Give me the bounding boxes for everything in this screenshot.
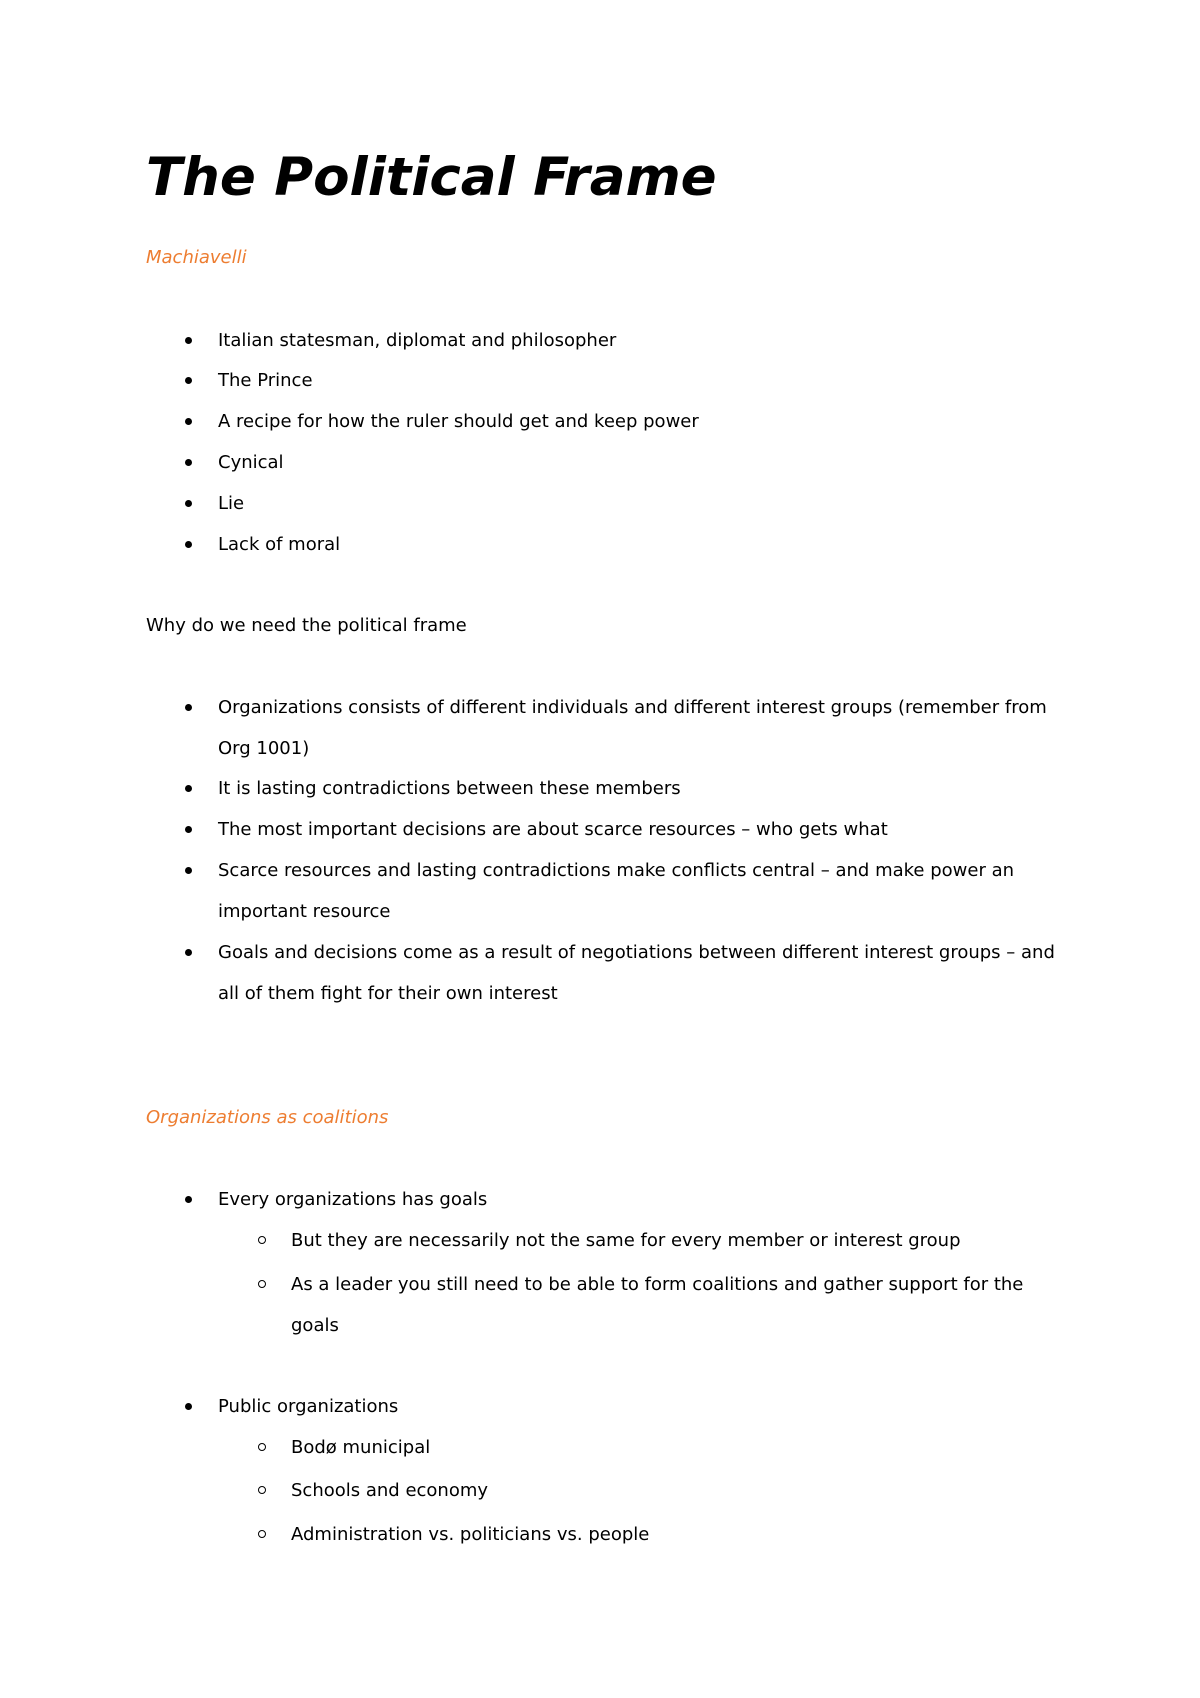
list-item: The most important decisions are about scarce resources – who gets what	[218, 819, 888, 840]
paragraph-why: Why do we need the political frame	[146, 615, 467, 636]
bullet-icon	[185, 704, 192, 711]
list-item: Lie	[218, 493, 245, 514]
sub-list-item: As a leader you still need to be able to form coalitions and gather support for the	[291, 1274, 1024, 1295]
list-item: Lack of moral	[218, 534, 341, 555]
page-title: The Political Frame	[146, 147, 717, 208]
sub-list-item: But they are necessarily not the same for every member or interest group	[291, 1230, 961, 1251]
bullet-icon	[185, 867, 192, 874]
sub-list-item-continuation: goals	[291, 1315, 339, 1336]
bullet-icon	[185, 1196, 192, 1203]
list-item: Cynical	[218, 452, 284, 473]
list-item: Goals and decisions come as a result of negotiations between different interest groups – and	[218, 942, 1055, 963]
list-item: Every organizations has goals	[218, 1189, 488, 1210]
bullet-icon	[185, 541, 192, 548]
sub-bullet-icon	[258, 1530, 266, 1538]
section-heading-machiavelli: Machiavelli	[146, 247, 247, 268]
list-item-continuation: important resource	[218, 901, 391, 922]
list-item: Scarce resources and lasting contradictions make conflicts central – and make power an	[218, 860, 1015, 881]
sub-bullet-icon	[258, 1280, 266, 1288]
list-item: Organizations consists of different individuals and different interest groups (remember from	[218, 697, 1047, 718]
list-item-continuation: all of them fight for their own interest	[218, 983, 558, 1004]
sub-list-item: Bodø municipal	[291, 1437, 431, 1458]
sub-bullet-icon	[258, 1236, 266, 1244]
list-item-continuation: Org 1001)	[218, 738, 310, 759]
bullet-icon	[185, 418, 192, 425]
sub-bullet-icon	[258, 1486, 266, 1494]
bullet-icon	[185, 785, 192, 792]
list-item: Public organizations	[218, 1396, 399, 1417]
bullet-icon	[185, 949, 192, 956]
list-item: Italian statesman, diplomat and philosopher	[218, 330, 617, 351]
list-item: It is lasting contradictions between these members	[218, 778, 681, 799]
sub-list-item: Schools and economy	[291, 1480, 489, 1501]
list-item: The Prince	[218, 370, 313, 391]
bullet-icon	[185, 377, 192, 384]
bullet-icon	[185, 826, 192, 833]
section-heading-coalitions: Organizations as coalitions	[146, 1107, 389, 1128]
list-item: A recipe for how the ruler should get and keep power	[218, 411, 699, 432]
sub-list-item: Administration vs. politicians vs. people	[291, 1524, 650, 1545]
bullet-icon	[185, 1403, 192, 1410]
sub-bullet-icon	[258, 1443, 266, 1451]
bullet-icon	[185, 459, 192, 466]
bullet-icon	[185, 337, 192, 344]
bullet-icon	[185, 500, 192, 507]
